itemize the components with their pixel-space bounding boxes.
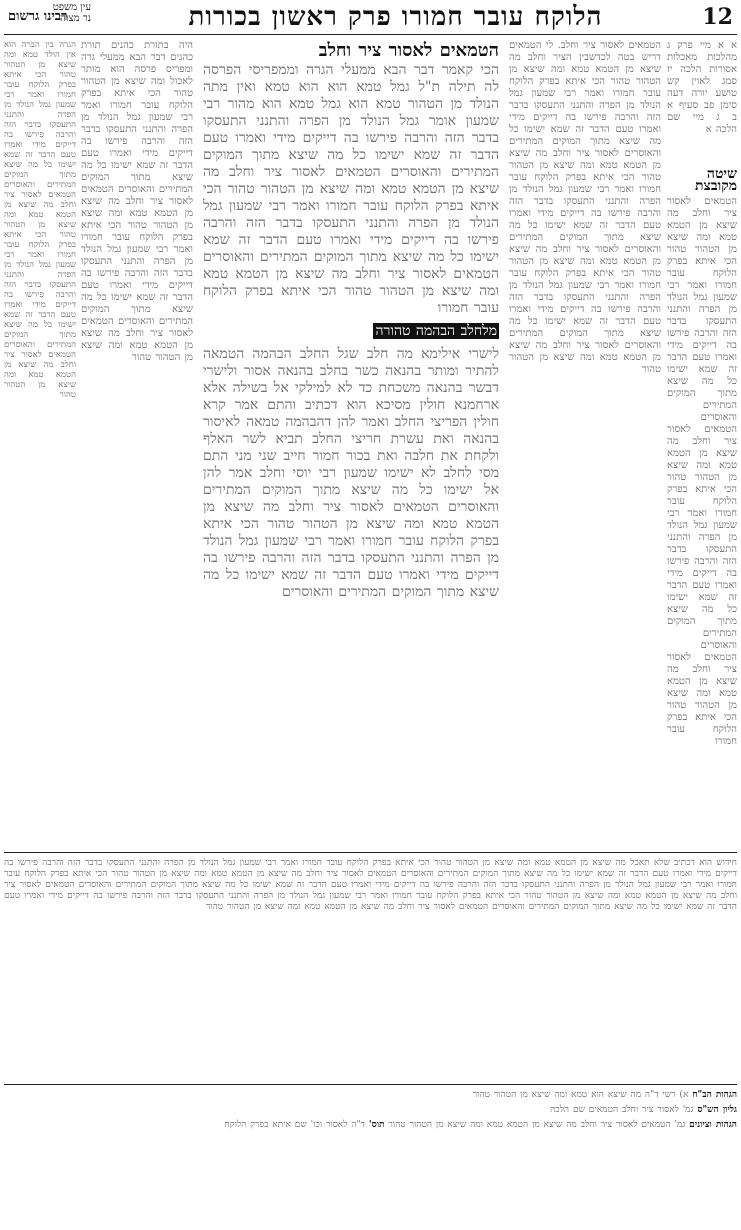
highlight-row: [203, 323, 499, 340]
tosafot-column: [81, 40, 193, 850]
gilyon-row: [4, 1105, 737, 1116]
notes-rule: [4, 1084, 737, 1085]
footer-notes: [4, 1090, 737, 1220]
rabbeinu-gershom-label: רבינו גרשום: [8, 9, 68, 24]
hagahot-filler: גמ' הטמאים לאסור ציר וחלב מה שיצא מן הטמא טמא ומה שיצא מן הטהור טהור: [384, 1120, 686, 1130]
main-text-column: [203, 40, 499, 850]
hagahot-label: הגהות וציונים: [689, 1120, 737, 1130]
hagahot-bach-row: [4, 1090, 737, 1101]
tosafot-filler: היה בתורת כהנים תורת כהנים דבר הבא ממעלי גרה ומפריס פרסה הוא מותר לאכול ומה שיצא מן הטהור טהור הכי איתא בפרק הלוקח עובר חמורו ואמר רבי שמעון גמל הנולד מן הפרה והתנני התעסקו בדבר הזה והרבה פירשו בה דייקים מידי ואמרו טעם הדבר זה שמא ישימו כל מה שיצא מתוך המוקים המתירים והאוסרים הטמאים לאסור ציר וחלב מה שיצא מן הטמא טמא ומה שיצא מן הטהור טהור הכי איתא בפרק הלוקח עובר חמורו ואמר רבי שמעון גמל הנולד מן הפרה והתנני התעסקו בדבר הזה והרבה פירשו בה דייקים מידי ואמרו טעם הדבר זה שמא ישימו כל מה שיצא מתוך המוקים המתירים והאוסרים הטמאים לאסור ציר וחלב מה שיצא מן הטמא טמא ומה שיצא מן הטהור טהור: [81, 40, 193, 363]
main-opening: [203, 40, 499, 62]
rabbeinu-gershom-column: [4, 40, 76, 850]
rashi-filler: הטמאים לאסור ציר וחלב. לי הטמאים דריש בטה לכדשבין הציר וחלב מה שיצא מן הטמא טמא ומה שיצא מן הטהור טהור הכי איתא בפרק הלוקח עובר חמורו ואמר רבי שמעון גמל הנולד מן הפרה והתנני התעסקו בדבר הזה והרבה פירשו בה דייקים מידי ואמרו טעם הדבר זה שמא ישימו כל מה שיצא מתוך המוקים המתירים והאוסרים לאסור ציר וחלב מה שיצא מן הטמא טמא ומה שיצא מן הטהור טהור הכי איתא בפרק הלוקח עובר חמורו ואמר רבי שמעון גמל הנולד מן הפרה והתנני התעסקו בדבר הזה והרבה פירשו בה דייקים מידי ואמרו טעם הדבר זה שמא ישימו כל מה שיצא מתוך המוקים המתירים והאוסרים לאסור ציר וחלב מה שיצא מן הטמא טמא ומה שיצא מן הטהור טהור הכי איתא בפרק הלוקח עובר חמורו ואמר רבי שמעון גמל הנולד מן הפרה והתנני התעסקו בדבר הזה והרבה פירשו בה דייקים מידי ואמרו טעם הדבר זה שמא ישימו כל מה שיצא מתוך המוקים המתירים והאוסרים לאסור ציר וחלב מה שיצא מן הטמא טמא ומה שיצא מן הטהור טהור: [509, 40, 661, 375]
mid-rule: [4, 852, 737, 853]
page-header: [0, 0, 741, 34]
ein-mishpat-filler: א א מיי פרק ג מהלכות מאכלות אסורות הלכה יז סמג לאוין קש טושע יורה דעה סימן פב סעיף א ב ג מיי שם הלכה א: [667, 40, 737, 135]
rashi-column: [509, 40, 661, 850]
gilyon-filler: גמ' לאסור ציר וחלב הטמאים שם הלכה: [550, 1105, 694, 1115]
tosafot-label: תוס': [368, 1120, 385, 1130]
gershom-filler: הגרה בין הברה הוא אין הולד טמא ומה שיצא מן הטהור טהור הכי איתא בפרק הלוקח עובר חמורו ואמר רבי שמעון גמל הנולד מן הפרה והתנני התעסקו בדבר הזה והרבה פירשו בה דייקים מידי ואמרו טעם הדבר זה שמא ישימו כל מה שיצא מתוך המוקים המתירים והאוסרים הטמאים לאסור ציר וחלב מה שיצא מן הטמא טמא ומה שיצא מן הטהור טהור הכי איתא בפרק הלוקח עובר חמורו ואמר רבי שמעון גמל הנולד מן הפרה והתנני התעסקו בדבר הזה והרבה פירשו בה דייקים מידי ואמרו טעם הדבר זה שמא ישימו כל מה שיצא מתוך המוקים המתירים והאוסרים הטמאים לאסור ציר וחלב מה שיצא מן הטמא טמא ומה שיצא מן הטהור טהור: [4, 40, 76, 400]
shita-column: [667, 168, 737, 848]
ein-mishpat-label: עין משפט נר מצוה: [52, 2, 91, 24]
ein-mishpat-column: [667, 40, 737, 160]
hagahot-bach-filler: א) רשי ד"ה מה שיצא הוא טמא ומה שיצא מן הטהור טהור: [472, 1090, 689, 1100]
shita-mekubetzet-heading: שיטה מקובצת: [695, 168, 737, 194]
shita-filler: הטמאים לאסור ציר וחלב מה שיצא מן הטמא טמא ומה שיצא מן הטהור טהור הכי איתא בפרק הלוקח עובר חמורו ואמר רבי שמעון גמל הנולד מן הפרה והתנני התעסקו בדבר הזה והרבה פירשו בה דייקים מידי ואמרו טעם הדבר זה שמא ישימו כל מה שיצא מתוך המוקים המתירים והאוסרים הטמאים לאסור ציר וחלב מה שיצא מן הטמא טמא ומה שיצא מן הטהור טהור הכי איתא בפרק הלוקח עובר חמורו ואמר רבי שמעון גמל הנולד מן הפרה והתנני התעסקו בדבר הזה והרבה פירשו בה דייקים מידי ואמרו טעם הדבר זה שמא ישימו כל מה שיצא מתוך המוקים המתירים והאוסרים הטמאים לאסור ציר וחלב מה שיצא מן הטמא טמא ומה שיצא מן הטהור טהור הכי איתא בפרק הלוקח עובר חמורו: [667, 196, 737, 747]
opening-words: הטמאים לאסור ציר וחלב: [318, 40, 499, 61]
page-number: 12: [702, 4, 733, 30]
gilyon-label: גליון הש"ס: [697, 1105, 737, 1115]
header-rule: [4, 34, 737, 35]
hagahot-bach-label: הגהות הב"ח: [692, 1090, 737, 1100]
highlighted-phrase: מלחלב הבהמה טהורה: [375, 323, 497, 339]
page-title: הלוקח עובר חמורו פרק ראשון בכורות: [188, 2, 603, 32]
main-filler-bottom: לישרי אילימא מה חלב שגל החלב הבהמה הטמאה להתיר ומותר בהנאה כשר בחלב בהנאה אסור ולישרי דבשר בהנאה משכחת כד לא למילקי אל בשילה אלא ארחמנא חולין מסיכא הוא דכתיב והתם אמר קרא חולין הפריצי החלב ואמר להן דהבהמה טמאה לאיסור בהנאה ואת עשרת חריצי החלב תביא לשר האלף ולקחת את חלבה ואת בכור חמור חייב שני מני התם מסי לחלב לא ישימו שמעון רבי יוסי וחלב אמר להן אל ישימו כל מה שיצא מתוך המוקים המתירים והאוסרים הטמאים לאסור ציר וחלב מה שיצא מן הטמא טמא ומה שיצא מן הטהור טהור הכי איתא בפרק הלוקח עובר חמורו ואמר רבי שמעון גמל הנולד מן הפרה והתנני התעסקו בדבר הזה והרבה פירשו בה דייקים מידי ואמרו טעם הדבר זה שמא ישימו כל מה שיצא מתוך המוקים המתירים והאוסרים: [203, 346, 499, 600]
main-filler-top: הכי קאמר דבר הבא ממעלי הגרה וממפריסי הפרסה לה תילה ת"ל גמל טמא הוא הוא טמא ואין מתה הנולד מן הטהור טמא הוא גמל טמא הוא מהור רבי שמעון אומר גמל הנולד מן הפרה והתנני התעסקו בדבר הזה והרבה פירשו בה דייקים מידי ואמרו טעם הדבר זה שמא ישימו כל מה שיצא מתוך המוקים המתירים והאוסרים הטמאים לאסור ציר וחלב מה שיצא מן הטמא טמא ומה שיצא מן הטהור טהור הכי איתא בפרק הלוקח עובר חמורו ואמר רבי שמעון גמל הנולד מן הפרה והתנני התעסקו בדבר הזה והרבה פירשו בה דייקים מידי ואמרו טעם הדבר זה שמא ישימו כל מה שיצא מתוך המוקים המתירים והאוסרים הטמאים לאסור ציר וחלב מה שיצא מן הטמא טמא ומה שיצא מן הטהור טהור הכי איתא בפרק הלוקח עובר חמורו: [203, 62, 499, 316]
bottom-commentary: [4, 858, 737, 1078]
bottom-filler: חידוש הוא דכתיב שלא תאכל מה שיצא מן הטמא טמא ומה שיצא מן הטהור טהור הכי איתא בפרק הלוקח עובר חמורו ואמר רבי שמעון גמל הנולד מן הפרה והתנני התעסקו בדבר הזה והרבה פירשו בה דייקים מידי ואמרו טעם הדבר זה שמא ישימו כל מה שיצא מתוך המוקים המתירים והאוסרים הטמאים לאסור ציר וחלב מה שיצא מן הטמא טמא ומה שיצא מן הטהור טהור הכי איתא בפרק הלוקח עובר חמורו ואמר רבי שמעון גמל הנולד מן הפרה והתנני התעסקו בדבר הזה והרבה פירשו בה דייקים מידי ואמרו טעם הדבר זה שמא ישימו כל מה שיצא מתוך המוקים המתירים והאוסרים הטמאים לאסור ציר וחלב מה שיצא מן הטמא טמא ומה שיצא מן הטהור טהור הכי איתא בפרק הלוקח עובר חמורו ואמר רבי שמעון גמל הנולד מן הפרה והתנני התעסקו בדבר הזה והרבה פירשו בה דייקים מידי ואמרו טעם הדבר זה שמא ישימו כל מה שיצא מתוך המוקים המתירים והאוסרים הטמאים לאסור ציר וחלב מה שיצא מן הטמא טמא ומה שיצא מן הטהור טהור: [4, 858, 737, 912]
tosafot-note-filler: ד"ה לאסור וכו' שם איתא בפרק הלוקח: [224, 1120, 365, 1130]
hagahot-row: [4, 1120, 737, 1131]
